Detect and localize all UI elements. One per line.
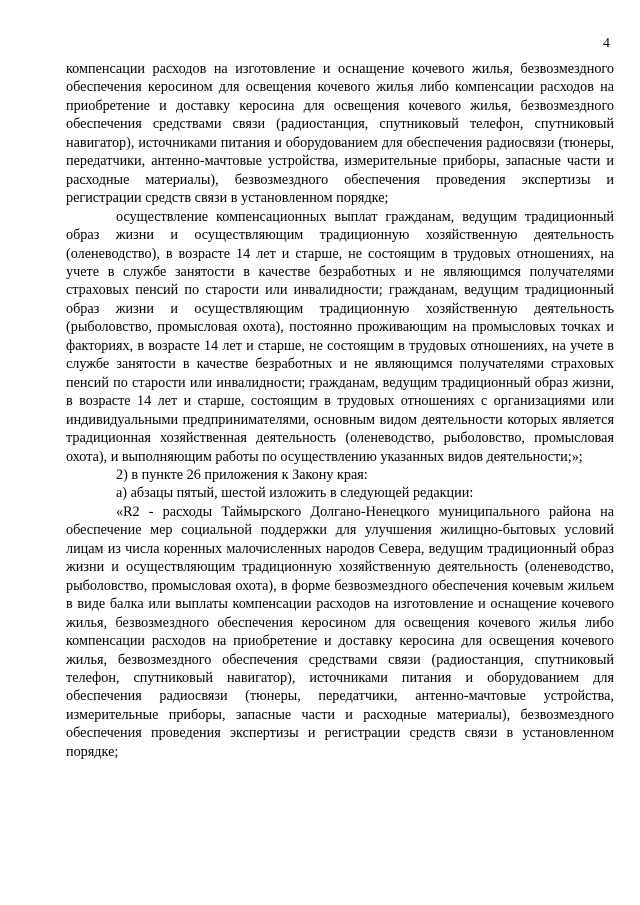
- paragraph-amendment-subitem-a: а) абзацы пятый, шестой изложить в следующей редакции:: [116, 485, 474, 502]
- page-number: 4: [603, 36, 610, 51]
- paragraph-amendment-item-2: 2) в пункте 26 приложения к Закону края:: [116, 466, 368, 483]
- paragraph-continuation: компенсации расходов на изготовление и оснащение кочевого жилья, безвозмездного обеспечения керосином для освещения кочевого жилья либо компенсации расходов на приобретение и доставку керосина для освещения кочевого жилья, безвозмездного обеспечения средствами связи (радиостанция, спутниковый телефон, спутниковый навигатор), источниками питания и оборудованием для обеспечения радиосвязи (тюнеры, передатчики, антенно-мачтовые устройства, измерительные приборы, запасные части и расходные материалы), безвозмездного обеспечения проведения экспертизы и регистрации средств связи в установленном порядке;: [66, 61, 614, 207]
- document-body: [66, 60, 614, 761]
- paragraph-compensation-payments: осуществление компенсационных выплат гражданам, ведущим традиционный образ жизни и осуществляющим традиционную хозяйственную деятельность (оленеводство), в возрасте 14 лет и старше, не состоящим в трудовых отношениях, на учете в службе занятости в качестве безработных и не являющимся получателями страховых пенсий по старости или инвалидности; гражданам, ведущим традиционный образ жизни и осуществляющим традиционную хозяйственную деятельность (рыболовство, промысловая охота), постоянно проживающим на промысловых точках и факториях, в возрасте 14 лет и старше, не состоящим в трудовых отношениях, на учете в службе занятости в качестве безработных и не являющимся получателями страховых пенсий по старости или инвалидности; гражданам, ведущим традиционный образ жизни, в возрасте 14 лет и старше, состоящим в трудовых отношениях с организациями или индивидуальными предпринимателями, основным видом деятельности которых является традиционная хозяйственная деятельность (оленеводство, рыболовство, промысловая охота), и выполняющим работы по осуществлению указанных видов деятельности;»;: [66, 208, 614, 465]
- paragraph-r2-definition: «R2 - расходы Таймырского Долгано-Ненецкого муниципального района на обеспечение мер социальной поддержки для улучшения жилищно-бытовых условий лицам из числа коренных малочисленных народов Севера, ведущим традиционный образ жизни и осуществляющим традиционную хозяйственную деятельность (оленеводство, рыболовство, промысловая охота), в форме безвозмездного обеспечения кочевым жильем в виде балка или выплаты компенсации расходов на изготовление и оснащение кочевого жилья, безвозмездного обеспечения керосином для освещения кочевого жилья либо компенсации расходов на приобретение и доставку керосина для освещения кочевого жилья, безвозмездного обеспечения средствами связи (радиостанция, спутниковый телефон, спутниковый навигатор), источниками питания и оборудованием для обеспечения радиосвязи (тюнеры, передатчики, антенно-мачтовые устройства, измерительные приборы, запасные части и расходные материалы), безвозмездного обеспечения проведения экспертизы и регистрации средств связи в установленном порядке;: [66, 503, 614, 760]
